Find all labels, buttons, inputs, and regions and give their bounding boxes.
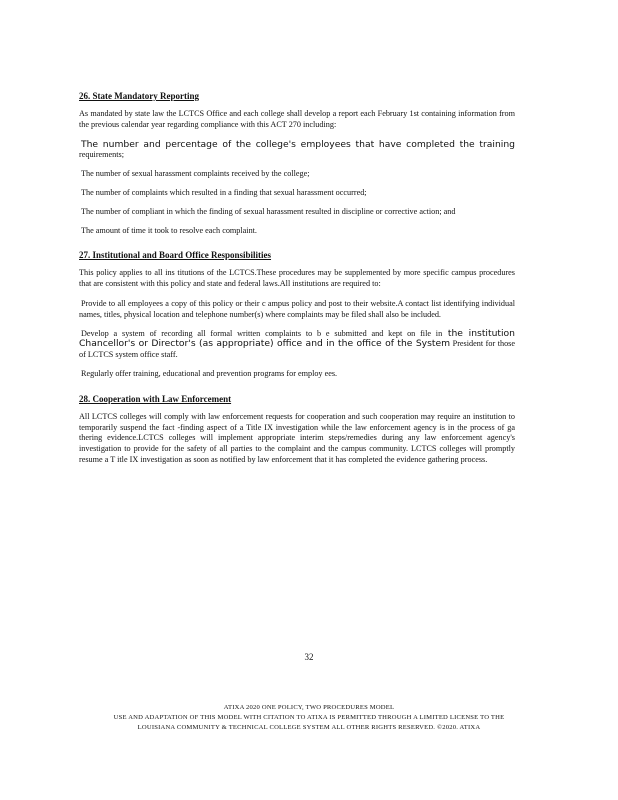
- section-heading: 26. State Mandatory Reporting: [79, 91, 199, 101]
- bullet-text: Regularly offer training, educational and prevention programs for employ ees.: [81, 368, 338, 378]
- bullet-item: [79, 329, 515, 361]
- bullet-item: [79, 169, 515, 180]
- bullet-rest-text: President for those of LCTCS system office staff.: [79, 339, 515, 360]
- bullet-text: The amount of time it took to resolve each complaint.: [81, 225, 257, 235]
- section-state-mandatory-reporting: [79, 91, 515, 236]
- section-heading: 28. Cooperation with Law Enforcement: [79, 393, 232, 404]
- bullet-text: The number of compliant in which the finding of sexual harassment resulted in discipline or corrective action; and: [81, 206, 456, 216]
- bullet-mid-text: the institution Chancellor's or Director's (as appropriate) office and in the office of the System: [79, 327, 515, 350]
- section-cooperation-law-enforcement: [79, 394, 515, 466]
- section-intro: As mandated by state law the LCTCS Office and each college shall develop a report each February 1st containing information from the previous calendar year regarding compliance with this ACT 270 including:: [79, 109, 515, 129]
- bullet-item: [79, 369, 515, 380]
- bullet-text: Provide to all employees a copy of this policy or their c ampus policy and post to their website.A contact list identifying individual names, titles, physical location and telephone number(s) where complaints may be filed shall also be included.: [79, 298, 515, 319]
- page-content: [79, 91, 515, 480]
- bullet-rest-text: requirements;: [79, 150, 125, 160]
- bullet-text: The number of sexual harassment complaints received by the college;: [81, 169, 310, 179]
- section-heading: 27. Institutional and Board Office Responsibilities: [79, 250, 272, 261]
- bullet-item: [79, 207, 515, 218]
- section-intro: This policy applies to all ins titutions of the LCTCS.These procedures may be supplemented by more specific campus procedures that are consistent with this policy and state and federal laws.All institutions are required to:: [79, 268, 515, 289]
- bullet-item: [79, 188, 515, 199]
- footer-line: ATIXA 2020 ONE POLICY, TWO PROCEDURES MODEL: [223, 704, 395, 711]
- section-body: All LCTCS colleges will comply with law enforcement requests for cooperation and such cooperation may require an institution to temporarily suspend the fact -finding aspect of a Title IX investigation while the law enforcement agency is in the process of ga thering evidence.LCTCS colleges will implement appropriate interim steps/remedies during any law enforcement agency's investigation to provide for the safety of all parties to the complaint and the campus community. LCTCS colleges will promptly resume a T itle IX investigation as soon as notified by law enforcement that it has completed the evidence gathering process.: [79, 411, 515, 464]
- bullet-item: [79, 226, 515, 237]
- bullet-lead-text: Develop a system of recording all formal written complaints to b e submitted and kept on file in: [81, 328, 443, 338]
- footer-line: LOUISIANA COMMUNITY & TECHNICAL COLLEGE SYSTEM ALL OTHER RIGHTS RESERVED. ©2020. ATIXA: [137, 724, 481, 731]
- footer-line: USE AND ADAPTATION OF THIS MODEL WITH CITATION TO ATIXA IS PERMITTED THROUGH A LIMITED LICENSE TO THE: [113, 714, 505, 721]
- bullet-lead-text: The number and percentage of the college's employees that have completed the training: [81, 138, 515, 150]
- bullet-item: [79, 299, 515, 321]
- page-footer: [88, 703, 530, 733]
- section-institutional-responsibilities: [79, 250, 515, 379]
- bullet-item: [79, 140, 515, 162]
- bullet-text: The number of complaints which resulted in a finding that sexual harassment occurred;: [81, 187, 367, 197]
- page-number: 32: [304, 652, 314, 662]
